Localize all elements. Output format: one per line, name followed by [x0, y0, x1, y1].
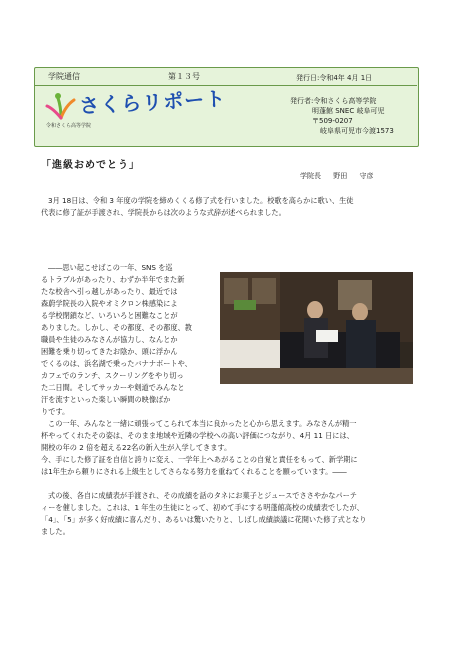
issue-number: 第１３号: [168, 72, 200, 81]
article-byline: 学院長 野田 守彦: [300, 172, 374, 180]
closing-line: 式の後、各自に成績表が手渡され、その成績を話のタネにお菓子とジュースでささやかなパーテ: [48, 491, 357, 500]
speech-line: 森蔚学院長の入院やオミクロン株感染によ: [41, 299, 178, 308]
publisher-line: 発行者:令和さくら高等学院: [290, 97, 377, 105]
closing-line: ィーを催しました。これは、1 年生の生徒にとって、初めて手にする明蓬館高校の成績表でしたが、: [41, 503, 364, 512]
ceremony-photo-image: [220, 272, 413, 384]
closing-line: ました。: [41, 527, 70, 536]
speech-line: ありました。しかし、その都度、その都度、教: [41, 323, 192, 332]
publisher-line: 明蓬館 SNEC 岐阜可児: [312, 107, 385, 115]
masthead: [44, 88, 274, 138]
speech-line: 今、手にした修了証を自信と誇りに変え、一学年上へあがることの自覚と責任をもって、新学期に: [41, 455, 358, 464]
newsletter-title: さくらリポート: [78, 86, 227, 119]
article-headline: 「進級おめでとう」: [41, 160, 140, 171]
school-name-small: 令和さくら高等学院: [46, 123, 92, 129]
closing-line: 「4」、「5」が多く好成績に喜んだり、あるいは驚いたりと、しばし成績談議に花開いた修了式となり: [41, 515, 367, 524]
speech-line: たな校舎へ引っ越しがあったり、最近では: [41, 287, 178, 296]
speech-line: カフェでのランチ、スクーリングをやり切っ: [41, 371, 184, 380]
speech-line: ――思い起こせばこの一年、SNS を巡: [48, 263, 173, 272]
speech-line: この一年、みんなと一緒に頑張ってこられて本当に良かったと心から思えます。みなさんが精一: [48, 419, 357, 428]
speech-line: 杯やってくれたその姿は、そのまま地域や近隣の学校への高い評価につながり、4月 11 日には、: [41, 431, 354, 440]
speech-line: は1年生から頼りにされる上級生としてさらなる努力を重ねてくれることを願っています。――: [41, 467, 347, 476]
publish-date: 発行日:令和4年 4月 1日: [296, 74, 373, 82]
speech-line: るトラブルがあったり、わずか半年でまた新: [41, 275, 185, 284]
series-label: 学院通信: [48, 72, 80, 81]
publisher-line: 岐阜県可児市今渡1573: [320, 127, 394, 135]
ceremony-photo: [220, 272, 413, 384]
intro-line: 代表に修了証が手渡され、学院長からは次のような式辞が述べられました。: [41, 208, 286, 217]
intro-line: 3月 18日は、令和 3 年度の学院を締めくくる修了式を行いました。校歌を高らかに歌い、生徒: [48, 196, 354, 205]
speech-line: 職員や生徒のみなさんが協力し、なんとか: [41, 335, 178, 344]
speech-line: 汗を流すといった楽しい瞬間の映像ばか: [41, 395, 171, 404]
publisher-block: [290, 96, 394, 136]
sakura-logo-icon: [44, 88, 78, 122]
speech-line: 困難を乗り切ってきたお陰か、頭に浮かん: [41, 347, 178, 356]
speech-line: 開校の年の 2 倍を超える22名の新入生が入学してきます。: [41, 443, 232, 452]
speech-line: る学校閉鎖など、いろいろと困難なことが: [41, 311, 178, 320]
speech-line: りです。: [41, 407, 70, 416]
publisher-line: 〒509-0207: [312, 117, 353, 125]
speech-line: た二日間。そしてサッカーや剣道でみんなと: [41, 383, 185, 392]
speech-line: でくるのは、浜名湖で乗ったバナナボートや、: [41, 359, 192, 368]
